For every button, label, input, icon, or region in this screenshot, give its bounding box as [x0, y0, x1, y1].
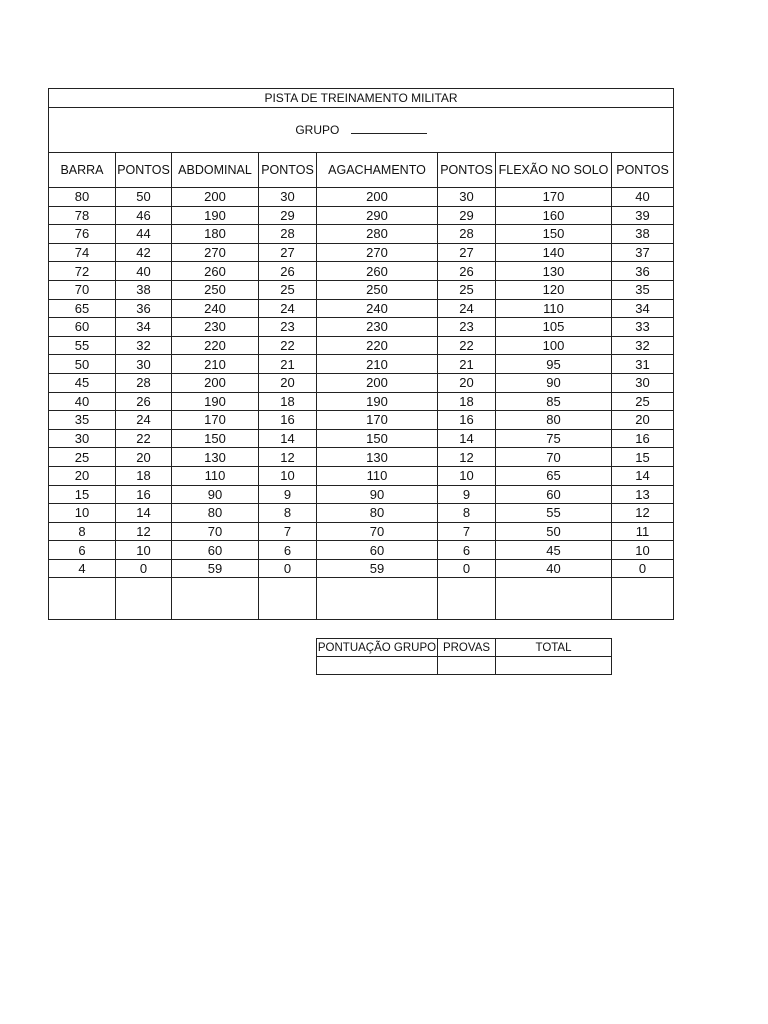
- table-cell: 55: [496, 504, 612, 523]
- table-cell: 22: [259, 336, 317, 355]
- table-cell: 90: [172, 485, 259, 504]
- table-cell: 21: [259, 355, 317, 374]
- table-cell: 20: [116, 448, 172, 467]
- table-cell: 29: [259, 206, 317, 225]
- column-header: FLEXÃO NO SOLO: [496, 153, 612, 188]
- table-cell: 10: [612, 541, 674, 560]
- table-cell: 28: [438, 225, 496, 244]
- table-cell: 10: [259, 466, 317, 485]
- table-cell: 34: [116, 318, 172, 337]
- table-cell: 130: [317, 448, 438, 467]
- table-cell: 200: [172, 188, 259, 207]
- table-cell: 20: [49, 466, 116, 485]
- summary-table: [316, 638, 612, 675]
- table-cell: 170: [172, 411, 259, 430]
- summary-value-row: [317, 657, 612, 675]
- table-cell: 35: [49, 411, 116, 430]
- table-cell: 36: [612, 262, 674, 281]
- table-cell: 110: [496, 299, 612, 318]
- table-cell: 25: [49, 448, 116, 467]
- column-header: ABDOMINAL: [172, 153, 259, 188]
- header-row: [49, 153, 674, 188]
- table-cell: 14: [612, 466, 674, 485]
- table-cell: 250: [172, 280, 259, 299]
- table-cell: 70: [172, 522, 259, 541]
- table-row: [49, 429, 674, 448]
- blank-entry-row: [49, 578, 674, 620]
- group-label: GRUPO: [295, 123, 340, 137]
- table-cell: 150: [317, 429, 438, 448]
- blank-cell[interactable]: [496, 578, 612, 620]
- table-cell: 33: [612, 318, 674, 337]
- table-row: [49, 280, 674, 299]
- table-cell: 80: [317, 504, 438, 523]
- table-cell: 38: [612, 225, 674, 244]
- table-cell: 100: [496, 336, 612, 355]
- table-cell: 8: [259, 504, 317, 523]
- blank-cell[interactable]: [438, 578, 496, 620]
- table-cell: 70: [496, 448, 612, 467]
- table-cell: 240: [317, 299, 438, 318]
- table-cell: 30: [49, 429, 116, 448]
- summary-header-total: TOTAL: [496, 639, 612, 657]
- table-row: [49, 299, 674, 318]
- table-cell: 0: [259, 559, 317, 578]
- table-cell: 230: [317, 318, 438, 337]
- table-cell: 14: [259, 429, 317, 448]
- table-cell: 210: [317, 355, 438, 374]
- table-cell: 7: [259, 522, 317, 541]
- blank-cell[interactable]: [49, 578, 116, 620]
- table-cell: 200: [317, 188, 438, 207]
- table-cell: 26: [116, 392, 172, 411]
- table-cell: 65: [496, 466, 612, 485]
- table-cell: 13: [612, 485, 674, 504]
- table-cell: 200: [172, 373, 259, 392]
- group-score-field[interactable]: [317, 657, 438, 675]
- table-row: [49, 541, 674, 560]
- blank-cell[interactable]: [172, 578, 259, 620]
- total-field[interactable]: [496, 657, 612, 675]
- table-cell: 36: [116, 299, 172, 318]
- table-row: [49, 188, 674, 207]
- table-cell: 22: [116, 429, 172, 448]
- table-cell: 14: [116, 504, 172, 523]
- table-cell: 45: [49, 373, 116, 392]
- table-cell: 65: [49, 299, 116, 318]
- table-cell: 9: [438, 485, 496, 504]
- table-cell: 12: [612, 504, 674, 523]
- table-cell: 10: [438, 466, 496, 485]
- table-cell: 24: [438, 299, 496, 318]
- table-cell: 59: [317, 559, 438, 578]
- column-header: BARRA: [49, 153, 116, 188]
- column-header: PONTOS: [116, 153, 172, 188]
- table-cell: 50: [116, 188, 172, 207]
- table-cell: 110: [172, 466, 259, 485]
- column-header: PONTOS: [259, 153, 317, 188]
- table-cell: 140: [496, 243, 612, 262]
- table-cell: 170: [317, 411, 438, 430]
- table-cell: 16: [438, 411, 496, 430]
- table-cell: 14: [438, 429, 496, 448]
- table-cell: 130: [496, 262, 612, 281]
- table-cell: 38: [116, 280, 172, 299]
- table-cell: 270: [317, 243, 438, 262]
- table-cell: 42: [116, 243, 172, 262]
- table-cell: 35: [612, 280, 674, 299]
- table-cell: 190: [317, 392, 438, 411]
- summary-header-provas: PROVAS: [438, 639, 496, 657]
- table-cell: 80: [496, 411, 612, 430]
- table-cell: 55: [49, 336, 116, 355]
- table-cell: 210: [172, 355, 259, 374]
- table-cell: 44: [116, 225, 172, 244]
- table-cell: 18: [259, 392, 317, 411]
- table-cell: 26: [438, 262, 496, 281]
- table-cell: 230: [172, 318, 259, 337]
- table-cell: 45: [496, 541, 612, 560]
- table-row: [49, 522, 674, 541]
- sheet-title: PISTA DE TREINAMENTO MILITAR: [49, 89, 674, 108]
- table-cell: 30: [116, 355, 172, 374]
- table-cell: 95: [496, 355, 612, 374]
- table-cell: 12: [259, 448, 317, 467]
- summary-header-group-score: PONTUAÇÃO GRUPO: [317, 639, 438, 657]
- table-cell: 4: [49, 559, 116, 578]
- table-cell: 11: [612, 522, 674, 541]
- table-row: [49, 206, 674, 225]
- table-row: [49, 225, 674, 244]
- table-cell: 27: [259, 243, 317, 262]
- table-cell: 12: [438, 448, 496, 467]
- table-cell: 0: [116, 559, 172, 578]
- table-cell: 40: [612, 188, 674, 207]
- table-cell: 75: [496, 429, 612, 448]
- table-cell: 0: [438, 559, 496, 578]
- table-cell: 110: [317, 466, 438, 485]
- table-cell: 6: [259, 541, 317, 560]
- table-cell: 16: [116, 485, 172, 504]
- table-cell: 22: [438, 336, 496, 355]
- scoring-table: [48, 88, 674, 620]
- table-cell: 80: [49, 188, 116, 207]
- table-cell: 16: [612, 429, 674, 448]
- group-field: [49, 108, 674, 153]
- table-cell: 20: [612, 411, 674, 430]
- table-cell: 180: [172, 225, 259, 244]
- table-cell: 70: [49, 280, 116, 299]
- blank-cell[interactable]: [317, 578, 438, 620]
- table-cell: 30: [259, 188, 317, 207]
- table-row: [49, 411, 674, 430]
- table-row: [49, 466, 674, 485]
- table-cell: 150: [496, 225, 612, 244]
- provas-field[interactable]: [438, 657, 496, 675]
- table-cell: 8: [49, 522, 116, 541]
- table-cell: 160: [496, 206, 612, 225]
- table-cell: 20: [259, 373, 317, 392]
- table-cell: 50: [496, 522, 612, 541]
- score-rows: [49, 188, 674, 578]
- table-cell: 18: [438, 392, 496, 411]
- table-cell: 120: [496, 280, 612, 299]
- table-cell: 190: [172, 206, 259, 225]
- table-cell: 23: [438, 318, 496, 337]
- table-cell: 20: [438, 373, 496, 392]
- table-cell: 18: [116, 466, 172, 485]
- table-cell: 190: [172, 392, 259, 411]
- table-cell: 27: [438, 243, 496, 262]
- table-cell: 60: [496, 485, 612, 504]
- table-cell: 10: [49, 504, 116, 523]
- summary-header-row: [317, 639, 612, 657]
- table-cell: 23: [259, 318, 317, 337]
- table-cell: 28: [259, 225, 317, 244]
- table-cell: 16: [259, 411, 317, 430]
- table-row: [49, 392, 674, 411]
- table-cell: 21: [438, 355, 496, 374]
- table-cell: 280: [317, 225, 438, 244]
- table-row: [49, 336, 674, 355]
- table-cell: 34: [612, 299, 674, 318]
- table-cell: 0: [612, 559, 674, 578]
- table-cell: 78: [49, 206, 116, 225]
- table-cell: 24: [259, 299, 317, 318]
- table-cell: 25: [259, 280, 317, 299]
- table-row: [49, 448, 674, 467]
- table-cell: 200: [317, 373, 438, 392]
- blank-cell[interactable]: [259, 578, 317, 620]
- column-header: AGACHAMENTO: [317, 153, 438, 188]
- table-row: [49, 243, 674, 262]
- table-row: [49, 559, 674, 578]
- table-cell: 74: [49, 243, 116, 262]
- table-cell: 9: [259, 485, 317, 504]
- table-cell: 260: [317, 262, 438, 281]
- table-cell: 240: [172, 299, 259, 318]
- table-cell: 60: [49, 318, 116, 337]
- scoring-sheet: [48, 88, 673, 620]
- table-cell: 37: [612, 243, 674, 262]
- table-row: [49, 373, 674, 392]
- table-cell: 40: [496, 559, 612, 578]
- table-row: [49, 485, 674, 504]
- table-cell: 32: [116, 336, 172, 355]
- table-cell: 90: [317, 485, 438, 504]
- table-cell: 260: [172, 262, 259, 281]
- table-cell: 24: [116, 411, 172, 430]
- table-cell: 25: [438, 280, 496, 299]
- table-cell: 15: [612, 448, 674, 467]
- table-row: [49, 262, 674, 281]
- table-cell: 40: [49, 392, 116, 411]
- table-cell: 105: [496, 318, 612, 337]
- table-cell: 12: [116, 522, 172, 541]
- table-cell: 220: [172, 336, 259, 355]
- table-cell: 30: [612, 373, 674, 392]
- table-cell: 130: [172, 448, 259, 467]
- table-row: [49, 318, 674, 337]
- table-cell: 32: [612, 336, 674, 355]
- table-cell: 290: [317, 206, 438, 225]
- table-cell: 90: [496, 373, 612, 392]
- column-header: PONTOS: [612, 153, 674, 188]
- table-cell: 6: [438, 541, 496, 560]
- table-cell: 7: [438, 522, 496, 541]
- table-cell: 29: [438, 206, 496, 225]
- table-cell: 60: [317, 541, 438, 560]
- table-row: [49, 355, 674, 374]
- table-cell: 39: [612, 206, 674, 225]
- table-cell: 28: [116, 373, 172, 392]
- table-cell: 15: [49, 485, 116, 504]
- table-row: [49, 504, 674, 523]
- table-cell: 26: [259, 262, 317, 281]
- table-cell: 70: [317, 522, 438, 541]
- table-cell: 150: [172, 429, 259, 448]
- table-cell: 80: [172, 504, 259, 523]
- table-cell: 85: [496, 392, 612, 411]
- table-cell: 31: [612, 355, 674, 374]
- table-cell: 72: [49, 262, 116, 281]
- table-cell: 25: [612, 392, 674, 411]
- table-cell: 59: [172, 559, 259, 578]
- table-cell: 30: [438, 188, 496, 207]
- column-header: PONTOS: [438, 153, 496, 188]
- table-cell: 220: [317, 336, 438, 355]
- blank-cell[interactable]: [612, 578, 674, 620]
- table-cell: 76: [49, 225, 116, 244]
- table-cell: 10: [116, 541, 172, 560]
- group-blank-line[interactable]: [351, 123, 427, 134]
- table-cell: 170: [496, 188, 612, 207]
- blank-cell[interactable]: [116, 578, 172, 620]
- table-cell: 270: [172, 243, 259, 262]
- table-cell: 250: [317, 280, 438, 299]
- table-cell: 46: [116, 206, 172, 225]
- table-cell: 50: [49, 355, 116, 374]
- table-cell: 60: [172, 541, 259, 560]
- table-cell: 40: [116, 262, 172, 281]
- table-cell: 6: [49, 541, 116, 560]
- table-cell: 8: [438, 504, 496, 523]
